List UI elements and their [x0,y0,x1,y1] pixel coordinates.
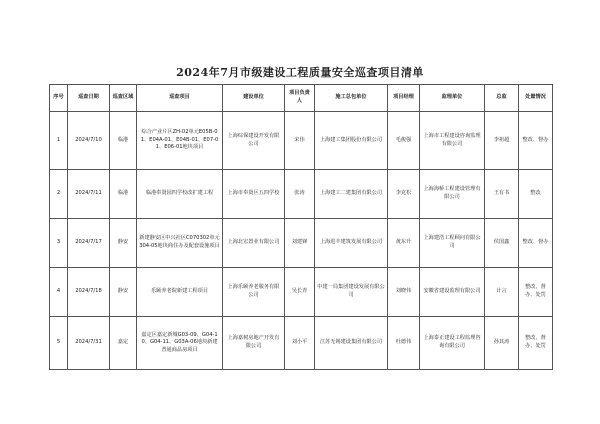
cell-owner-lead: 刘小平 [285,317,315,370]
table-row [50,170,553,219]
cell-contractor: 江苏无锡建设集团有限公司 [315,317,388,370]
cell-district: 静安 [110,219,137,268]
cell-district: 嘉定 [110,317,137,370]
cell-chief: 李祖超 [485,112,519,170]
cell-result: 整改、督办、处罚 [519,268,553,317]
cell-pm: 毛俊强 [388,112,420,170]
cell-result: 整改、督办、处罚 [519,317,553,370]
col-header-contractor: 施工总包单位 [315,85,388,112]
cell-contractor: 中建一局集团建设发展有限公司 [315,268,388,317]
col-header-supervisor: 监理单位 [420,85,485,112]
cell-no: 2 [50,170,68,219]
col-header-result: 处置情况 [519,85,553,112]
cell-supervisor: 上海海桥工程建设管理有限公司 [420,170,485,219]
col-header-no: 序号 [50,85,68,112]
col-header-chief: 总监 [485,85,519,112]
inspection-table [49,84,553,370]
cell-date: 2024/7/10 [68,112,110,170]
cell-district: 临港 [110,112,137,170]
cell-supervisor: 安徽省建设监理有限公司 [420,268,485,317]
cell-result: 整改 [519,170,553,219]
cell-date: 2024/7/18 [68,268,110,317]
cell-pm: 刘晓伟 [388,268,420,317]
cell-owner: 上海北宏置业有限公司 [223,219,285,268]
table-row [50,317,553,370]
cell-chief: 王有书 [485,170,519,219]
cell-result: 整改、督办 [519,219,553,268]
cell-contractor: 上海建工集团股份有限公司 [315,112,388,170]
cell-project: 综合产业片区ZH-02单元E05B-01、E04A-01、E04B-01、E07-01、E06-01地块项目 [137,112,223,170]
cell-owner-lead: 张涛 [285,170,315,219]
table-row [50,268,553,317]
cell-owner-lead: 刘建锋 [285,219,315,268]
cell-contractor: 上海进丰建筑发展有限公司 [315,219,388,268]
col-header-date: 巡查日期 [68,85,110,112]
cell-no: 5 [50,317,68,370]
cell-contractor: 上海建工二建集团有限公司 [315,170,388,219]
cell-date: 2024/7/17 [68,219,110,268]
page-title: 2024年7月市级建设工程质量安全巡查项目清单 [176,66,424,79]
cell-owner: 上海市奉贤区五四学校 [223,170,285,219]
col-header-district: 巡查区域 [110,85,137,112]
cell-owner: 上海乐颐养老服务有限公司 [223,268,285,317]
cell-project: 嘉定区嘉定新城G03-09、G04-10、G04-11、G03A-06地块新建普通商品房项目 [137,317,223,370]
cell-no: 3 [50,219,68,268]
table-row [50,112,553,170]
cell-chief: 计言 [485,268,519,317]
cell-project: 新建静安区中兴社区C070302单元304-05地块商住办及配套设施项目 [137,219,223,268]
col-header-project: 巡查项目 [137,85,223,112]
cell-date: 2024/7/11 [68,170,110,219]
cell-result: 整改、督办 [519,112,553,170]
cell-no: 4 [50,268,68,317]
cell-project: 临港奉贤园四学校改扩建工程 [137,170,223,219]
cell-pm: 李克松 [388,170,420,219]
col-header-pm: 项目经理 [388,85,420,112]
cell-date: 2024/7/31 [68,317,110,370]
col-header-owner: 建设单位 [223,85,285,112]
cell-project: 乐颐养老院新建工程项目 [137,268,223,317]
col-header-owner-lead: 项目负责人 [285,85,315,112]
cell-chief: 孙其涛 [485,317,519,370]
cell-no: 1 [50,112,68,170]
cell-owner: 上海综保建设开发有限公司 [223,112,285,170]
cell-chief: 侯国鑫 [485,219,519,268]
cell-pm: 黄东升 [388,219,420,268]
table-header-row [50,85,553,112]
cell-supervisor: 上海市工程建设咨询监理有限公司 [420,112,485,170]
cell-owner: 上海嘉树房地产开发有限公司 [223,317,285,370]
cell-pm: 杜德伟 [388,317,420,370]
cell-district: 临港 [110,170,137,219]
cell-supervisor: 上海泰正建设工程监理咨询有限公司 [420,317,485,370]
cell-supervisor: 上海建浩工程顾问有限公司 [420,219,485,268]
cell-district: 静安 [110,268,137,317]
cell-owner-lead: 吴长青 [285,268,315,317]
table-row [50,219,553,268]
cell-owner-lead: 宋伟 [285,112,315,170]
